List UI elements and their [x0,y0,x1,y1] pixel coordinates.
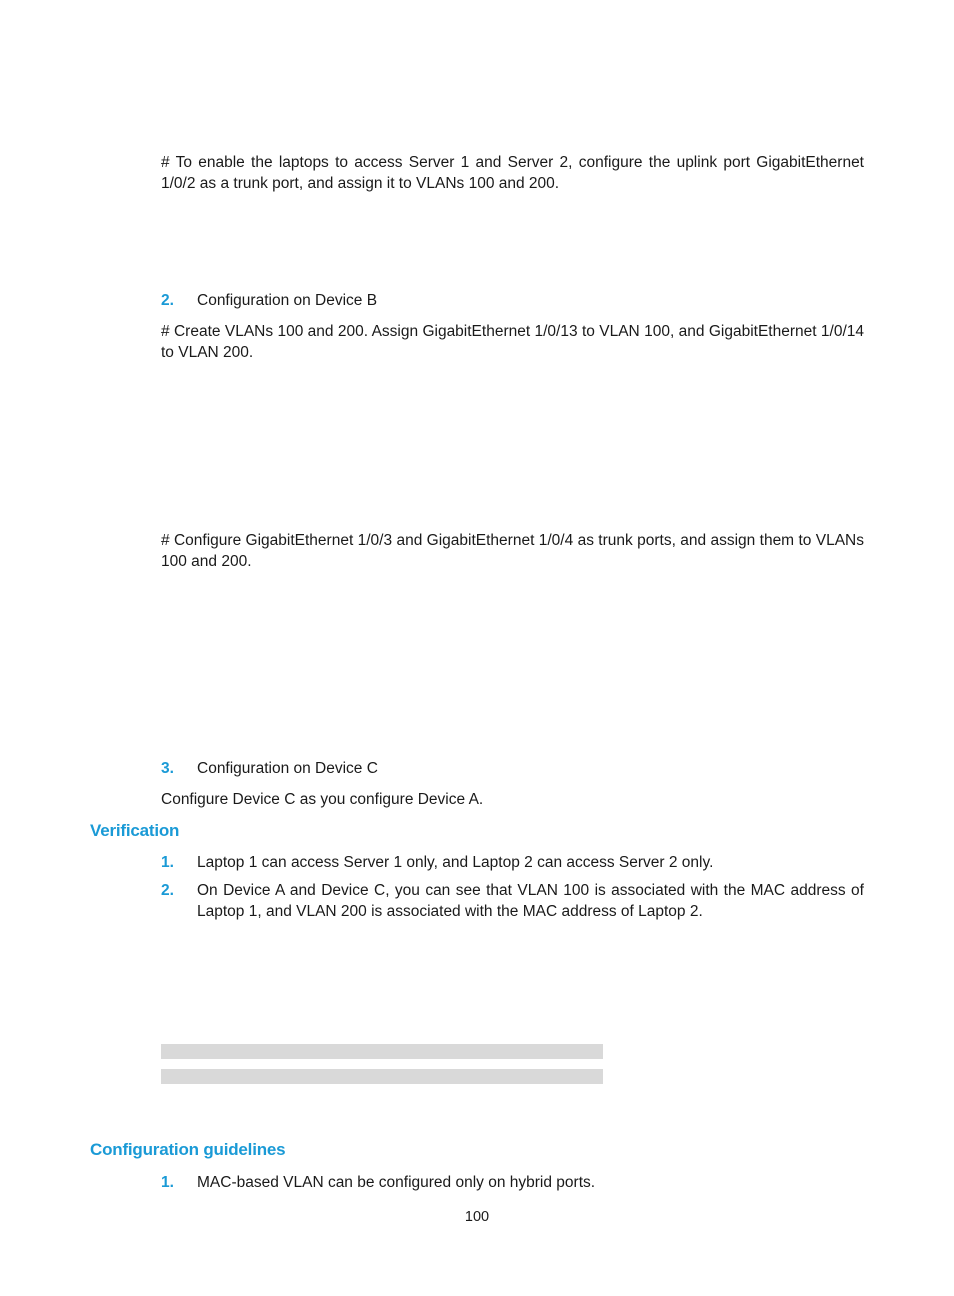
list-item-number: 1. [161,854,174,871]
step-number: 3. [161,760,174,777]
list-item [161,880,864,922]
verification-heading: Verification [90,821,180,840]
step-number: 2. [161,292,174,309]
trunk-ports-note: # Configure GigabitEthernet 1/0/3 and GigabitEthernet 1/0/4 as trunk ports, and assign them to VLANs 100 and 200. [161,532,864,570]
redacted-output-bar [161,1044,603,1059]
create-vlans-note: # Create VLANs 100 and 200. Assign GigabitEthernet 1/0/13 to VLAN 100, and GigabitEthernet 1/0/14 to VLAN 200. [161,323,864,361]
list-item [161,1172,864,1193]
list-item-number: 1. [161,1174,174,1191]
redacted-output-bar [161,1069,603,1084]
step-label: Configuration on Device C [197,760,378,777]
uplink-port-note: # To enable the laptops to access Server 1 and Server 2, configure the uplink port GigabitEthernet 1/0/2 as a trunk port, and assign it to VLANs 100 and 200. [161,154,864,192]
step-label: Configuration on Device B [197,292,378,309]
page-number: 100 [464,1209,490,1225]
configuration-guidelines-heading: Configuration guidelines [90,1140,286,1159]
list-item-text: On Device A and Device C, you can see that VLAN 100 is associated with the MAC address of Laptop 1, and VLAN 200 is associated with the MAC address of Laptop 2. [197,882,864,920]
list-item-text: MAC-based VLAN can be configured only on hybrid ports. [197,1174,596,1191]
list-item [161,852,864,873]
list-item-text: Laptop 1 can access Server 1 only, and Laptop 2 can access Server 2 only. [197,854,714,871]
list-item-number: 2. [161,882,174,899]
device-c-note: Configure Device C as you configure Device A. [161,791,484,808]
